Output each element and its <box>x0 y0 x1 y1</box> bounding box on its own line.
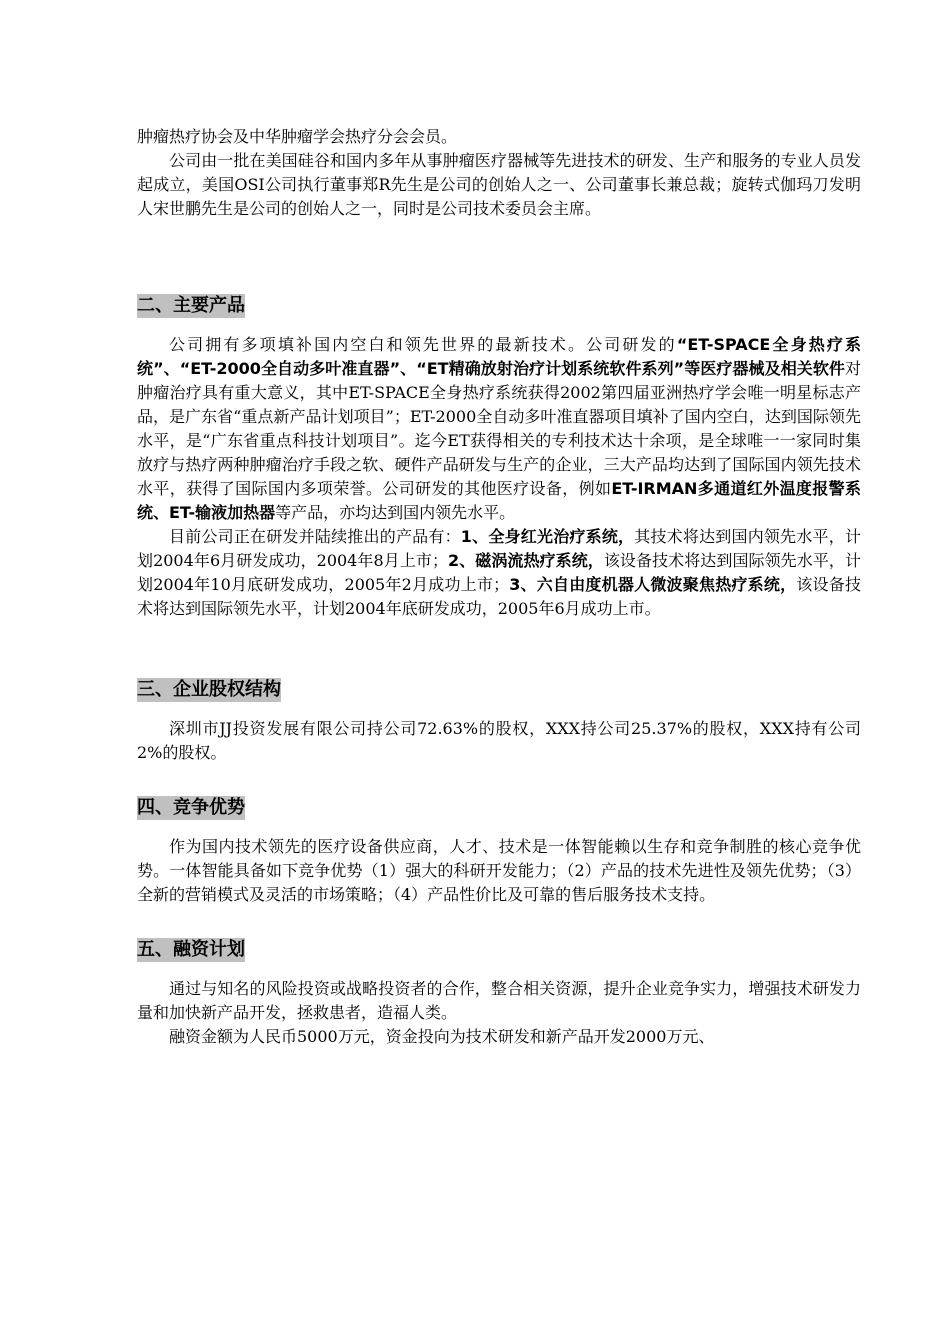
section-heading-advantage: 四、竞争优势 <box>137 797 245 818</box>
financing-amount-paragraph: 融资金额为人民币5000万元，资金投向为技术研发和新产品开发2000万元、 <box>169 1027 715 1046</box>
section-heading-financing: 五、融资计划 <box>137 939 245 960</box>
document-body <box>137 125 861 1049</box>
equity-paragraph: 深圳市JJ投资发展有限公司持公司72.63%的股权，XXX持公司25.37%的股权，XXX持有公司2%的股权。 <box>137 719 861 762</box>
intro-paragraph: 公司由一批在美国硅谷和国内多年从事肿瘤医疗器械等先进技术的研发、生产和服务的专业人员发起成立，美国OSI公司执行董事郑R先生是公司的创始人之一、公司董事长兼总裁；旋转式伽玛刀发明人宋世鹏先生是公司的创始人之一，同时是公司技术委员会主席。 <box>137 151 861 218</box>
section-heading-equity: 三、企业股权结构 <box>137 679 281 700</box>
advantage-paragraph: 作为国内技术领先的医疗设备供应商，人才、技术是一体智能赖以生存和竞争制胜的核心竞争优势。一体智能具备如下竞争优势（1）强大的科研开发能力；（2）产品的技术先进性及领先优势；（3）全新的营销模式及灵活的市场策略；（4）产品性价比及可靠的售后服务技术支持。 <box>137 837 861 904</box>
products-paragraph: 公司拥有多项填补国内空白和领先世界的最新技术。公司研发的“ET-SPACE全身热疗系统”、“ET-2000全自动多叶准直器”、“ET精确放射治疗计划系统软件系列”等医疗器械及相关软件对肿瘤治疗具有重大意义，其中ET-SPACE全身热疗系统获得2002第四届亚洲热疗学会唯一明星标志产品，是广东省“重点新产品计划项目”；ET-2000全自动多叶准直器项目填补了国内空白，达到国际领先水平，是“广东省重点科技计划项目”。迄今ET获得相关的专利技术达十余项，是全球唯一一家同时集放疗与热疗两种肿瘤治疗手段之软、硬件产品研发与生产的企业，三大产品均达到了国际国内领先技术水平，获得了国际国内多项荣誉。公司研发的其他医疗设备，例如ET-IRMAN多通道红外温度报警系统、ET-输液加热器等产品，亦均达到国内领先水平。 <box>137 335 861 522</box>
financing-paragraph: 通过与知名的风险投资或战略投资者的合作，整合相关资源，提升企业竞争实力，增强技术研发力量和加快新产品开发，拯救患者，造福人类。 <box>137 979 861 1022</box>
intro-line: 肿瘤热疗协会及中华肿瘤学会热疗分会会员。 <box>137 127 458 146</box>
section-heading-products: 二、主要产品 <box>137 295 245 316</box>
upcoming-products-paragraph: 目前公司正在研发并陆续推出的产品有：1、全身红光治疗系统，其技术将达到国内领先水平，计划2004年6月研发成功，2004年8月上市；2、磁涡流热疗系统，该设备技术将达到国际领先水平，计划2004年10月底研发成功，2005年2月成功上市；3、六自由度机器人微波聚焦热疗系统，该设备技术将达到国际领先水平，计划2004年底研发成功，2005年6月成功上市。 <box>137 527 861 618</box>
